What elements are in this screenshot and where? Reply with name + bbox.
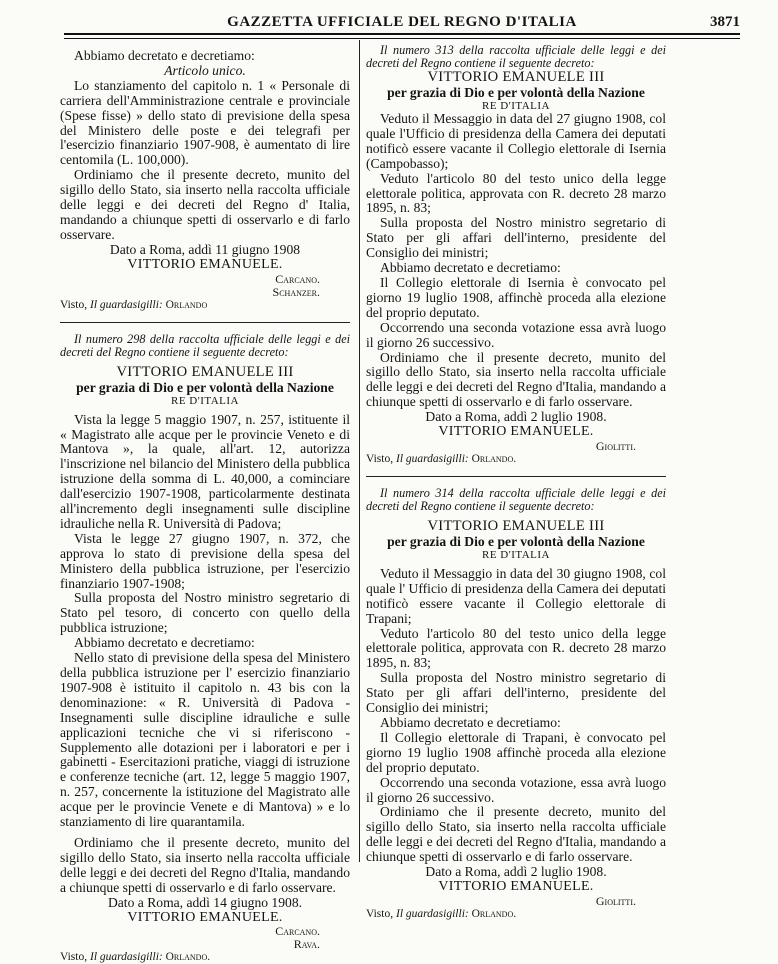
king-title: VITTORIO EMANUELE III <box>427 517 605 534</box>
minister-signature: Giolitti. <box>595 893 636 908</box>
decree-paragraph: Occorrendo una seconda votazione essa avrà luogo il giorno 26 successivo. <box>366 319 666 350</box>
decree-formula: Abbiamo decretato e decretiamo: <box>74 48 255 63</box>
visto-line <box>60 951 350 964</box>
decree-paragraph: Veduto l'articolo 80 del testo unico della legge elettorale politica, approvata con R. decreto 28 marzo 1895, n. 83; <box>366 170 666 216</box>
decree-formula: Abbiamo decretato e decretiamo: <box>74 635 255 651</box>
visto-prefix: Visto, <box>366 452 394 465</box>
decree-paragraph: Vista la legge 5 maggio 1907, n. 257, istituente il « Magistrato alle acque per le provincie Veneto e di Mantova », la quale, all'art. 12, autorizza l'inscrizione nel bilancio del Ministero della pubblica istruzione della somma di L. 40,000, a cominciare dall'esercizio 1907-1908, particolarmente destinata all'incremento degli insegnamenti sulle discipline idrauliche nella R. Università di Padova; <box>60 411 350 531</box>
visto-role: Il guardasigilli: <box>395 452 469 465</box>
decree-date: Dato a Roma, addì 2 luglio 1908. <box>425 864 607 880</box>
minister-signature: Rava. <box>293 937 320 952</box>
king-signature: VITTORIO EMANUELE. <box>127 256 283 272</box>
visto-line <box>60 299 350 312</box>
decree-order: Ordiniamo che il presente decreto, munito del sigillo dello Stato, sia inserto nella raccolta ufficiale delle leggi e dei decreti del Regno d' Italia, mandando a chiunque spetti di osservarlo e di farlo osservare. <box>60 167 350 242</box>
decree-paragraph: Sulla proposta del Nostro ministro segretario di Stato pel tesoro, di concerto con quello della pubblica istruzione; <box>60 590 350 636</box>
decree-intro: Il numero 298 della raccolta ufficiale delle leggi e dei decreti del Regno contiene il seguente decreto: <box>60 331 350 359</box>
decree-paragraph: Sulla proposta del Nostro ministro segretario di Stato per gli affari dell'interno, presidente del Consiglio dei ministri; <box>366 670 666 716</box>
header-rule-thin <box>64 38 740 39</box>
re-ditalia: RE D'ITALIA <box>170 394 239 407</box>
visto-role: Il guardasigilli: <box>89 951 163 964</box>
grace-formula: per grazia di Dio e per volontà della Nazione <box>76 379 334 395</box>
visto-line <box>366 908 666 921</box>
king-signature: VITTORIO EMANUELE. <box>438 424 594 440</box>
article-heading: Articolo unico. <box>164 62 246 78</box>
page-number: 3871 <box>710 14 740 30</box>
re-ditalia: RE D'ITALIA <box>481 548 550 561</box>
visto-role: Il guardasigilli: <box>395 907 469 920</box>
decree-order: Ordiniamo che il presente decreto, munito del sigillo dello Stato, sia inserto nella raccolta ufficiale delle leggi e dei decreti del Regno d'Italia, mandando a chiunque spetti di osservarlo e di farlo osservare. <box>366 349 666 410</box>
re-ditalia: RE D'ITALIA <box>481 100 550 112</box>
grace-formula: per grazia di Dio e per volontà della Nazione <box>387 533 645 549</box>
visto-prefix: Visto, <box>60 951 88 964</box>
visto-name: Orlando. <box>471 452 517 465</box>
visto-prefix: Visto, <box>366 907 394 920</box>
king-signature: VITTORIO EMANUELE. <box>438 878 594 894</box>
decree-paragraph: Sulla proposta del Nostro ministro segretario di Stato per gli affari dell'interno, presidente del Consiglio dei ministri; <box>366 215 666 261</box>
grace-formula: per grazia di Dio e per volontà della Nazione <box>387 85 645 100</box>
decree-paragraph: Il Collegio elettorale di Isernia è convocato pel giorno 19 luglio 1908, affinchè proceda alla elezione del proprio deputato. <box>366 274 666 320</box>
visto-name: Orlando. <box>165 951 211 964</box>
header-rule-thick <box>64 33 740 35</box>
decree-date: Dato a Roma, addì 11 giugno 1908 <box>109 241 301 257</box>
left-column <box>60 49 350 964</box>
minister-signature: Carcano. <box>275 924 320 939</box>
decree-paragraph: Nello stato di previsione della spesa del Ministero della pubblica istruzione per l' esercizio finanziario 1907-908 è istituito il capitolo n. 43 bis con la denominazione: « R. Università di Padova - Insegnamenti sulle discipline idrauliche e sulle applicazioni tecniche che vi si riferiscono - Supplemento alle dotazioni per i laboratori e per i gabinetti - Esercitazioni pratiche, viaggi di istruzione e conferenze tecniche (art. 12, legge 5 maggio 1907, n. 257, concernente la istituzione del Magistrato alle acque per le provincie Venete e di Mantova) » e lo stanziamento di lire quarantamila. <box>60 650 350 830</box>
decree-paragraph: Veduto l'articolo 80 del testo unico della legge elettorale politica, approvata con R. decreto 28 marzo 1895, n. 83; <box>366 625 666 671</box>
decree-formula: Abbiamo decretato e decretiamo: <box>380 715 561 730</box>
decree-date: Dato a Roma, addì 14 giugno 1908. <box>107 894 303 910</box>
visto-role: Il guardasigilli: <box>89 298 163 311</box>
decree-paragraph: Veduto il Messaggio in data del 30 giugno 1908, col quale l' Ufficio di presidenza della Camera dei deputati notificò essere vacante il Collegio elettorale di Trapani; <box>366 565 666 626</box>
minister-signature: Carcano. <box>275 271 320 286</box>
minister-signature: Giolitti. <box>595 438 636 453</box>
section-separator <box>366 476 666 477</box>
gazette-title: GAZZETTA UFFICIALE DEL REGNO D'ITALIA <box>227 14 577 30</box>
decree-intro: Il numero 314 della raccolta ufficiale delle leggi e dei decreti del Regno contiene il seguente decreto: <box>366 485 666 513</box>
king-title: VITTORIO EMANUELE III <box>427 69 605 85</box>
decree-order: Ordiniamo che il presente decreto, munito del sigillo dello Stato, sia inserto nella raccolta ufficiale delle leggi e dei decreti del Regno d'Italia, mandando a chiunque spetti di osservarlo e di farlo osservare. <box>366 804 666 865</box>
decree-paragraph: Il Collegio elettorale di Trapani, è convocato pel giorno 19 luglio 1908 affinchè proceda alla elezione del proprio deputato. <box>366 729 666 775</box>
visto-name: Orlando <box>165 298 208 311</box>
visto-prefix: Visto, <box>60 298 88 311</box>
king-signature: VITTORIO EMANUELE. <box>127 909 283 925</box>
right-column <box>366 44 666 921</box>
decree-paragraph: Vista le legge 27 giugno 1907, n. 372, che approva lo stato di previsione della spesa del Ministero della pubblica istruzione, per l'esercizio finanziario 1907-1908; <box>60 530 350 591</box>
section-separator <box>60 322 350 323</box>
column-divider <box>359 40 360 862</box>
decree-body: Lo stanziamento del capitolo n. 1 « Personale di carriera dell'Amministrazione centrale e provinciale (Spese fisse) » dello stato di previsione della spesa del Ministero delle poste e dei telegrafi per l'esercizio finanziario 1907-908, è aumentato di lire centomila (L. 100,000). <box>60 77 350 168</box>
page-header <box>64 10 740 32</box>
decree-paragraph: Veduto il Messaggio in data del 27 giugno 1908, col quale l'Ufficio di presidenza della Camera dei deputati notificò essere vacante il Collegio elettorale di Isernia (Campobasso); <box>366 111 666 171</box>
visto-name: Orlando. <box>471 907 517 920</box>
visto-line <box>366 453 666 466</box>
king-title: VITTORIO EMANUELE III <box>116 363 294 380</box>
decree-order: Ordiniamo che il presente decreto, munito del sigillo dello Stato, sia inserto nella raccolta ufficiale delle leggi e dei decreti del Regno d'Italia, mandando a chiunque spetti di osservarlo e di farlo osservare. <box>60 834 350 895</box>
decree-paragraph: Occorrendo una seconda votazione, essa avrà luogo il giorno 26 successivo. <box>366 774 666 805</box>
decree-intro: Il numero 313 della raccolta ufficiale delle leggi e dei decreti del Regno contiene il seguente decreto: <box>366 43 666 70</box>
decree-date: Dato a Roma, addì 2 luglio 1908. <box>425 409 607 425</box>
decree-formula: Abbiamo decretato e decretiamo: <box>380 260 561 276</box>
minister-signature: Schanzer. <box>272 284 320 299</box>
